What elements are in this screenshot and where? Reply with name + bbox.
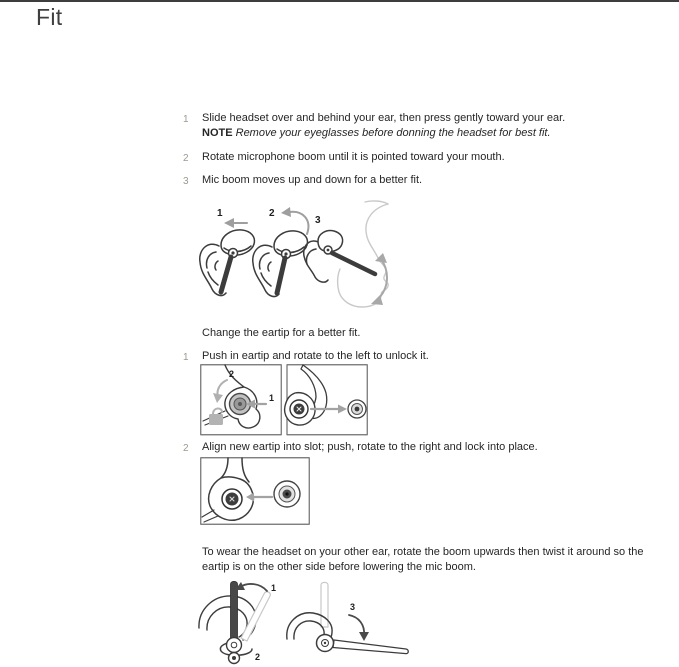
step-text: Push in eartip and rotate to the left to unlock it. [202,350,429,362]
headset-boom-down [287,582,408,653]
figure-step-label: 2 [229,369,235,379]
figure-step-label: 1 [271,583,277,593]
figure-step-label: 3 [350,602,356,612]
figure-eartip-align [200,457,310,525]
step-text: Rotate microphone boom until it is pointed toward your mouth. [202,151,505,163]
rotate-arrow-icon [281,207,308,234]
eartip-step-1 [183,349,663,365]
figure-step-label: 2 [255,652,261,662]
fit-step-1 [183,111,663,141]
figure-step-label: 2 [269,208,275,219]
step-number: 1 [183,114,189,125]
eartip-step-2 [183,440,663,456]
step-number: 3 [183,176,189,187]
remove-eartip-panel [285,365,366,425]
unlock-eartip-panel [203,365,274,428]
step-number: 2 [183,153,189,164]
face-profile [338,201,389,307]
unlock-icon [209,408,223,425]
headset-socket [202,458,253,522]
rotate-up-arrow-icon [235,582,267,591]
page-title: Fit [36,4,63,30]
arrow-left-icon [224,218,247,228]
eartip-intro: Change the eartip for a better fit. [202,327,361,339]
figure-step-label: 3 [315,215,321,226]
headset-boom-up [199,581,276,663]
note-label: NOTE [202,127,233,139]
fit-step-2 [183,150,663,166]
figure-eartip-unlock [200,364,368,436]
step-number: 1 [183,352,189,363]
fit-step-3 [183,173,663,189]
step-text: Mic boom moves up and down for a better fit. [202,174,423,186]
fit-drawing-step3 [304,231,387,305]
step-text: Slide headset over and behind your ear, then press gently toward your ear. [202,112,566,124]
figure-fit-on-ear [195,200,410,317]
figure-swap-ear [194,579,414,667]
eartip-detached [348,400,366,418]
note-text: Remove your eyeglasses before donning the headset for best fit. [235,127,551,139]
eartip-new [274,481,300,507]
figure-step-label: 1 [217,208,223,219]
figure-step-label: 1 [269,393,275,403]
step-number: 2 [183,443,189,454]
step-text: Align new eartip into slot; push, rotate to the right and lock into place. [202,441,538,453]
fit-drawing-step1 [200,218,255,296]
other-ear-note: To wear the headset on your other ear, rotate the boom upwards then twist it around so the eartip is on the other side before lowering the mic boom. [202,546,644,573]
fit-drawing-step2 [253,207,309,297]
lower-boom-arrow-icon [349,615,369,641]
step-note [202,126,663,141]
step-text-wrap [202,111,663,141]
